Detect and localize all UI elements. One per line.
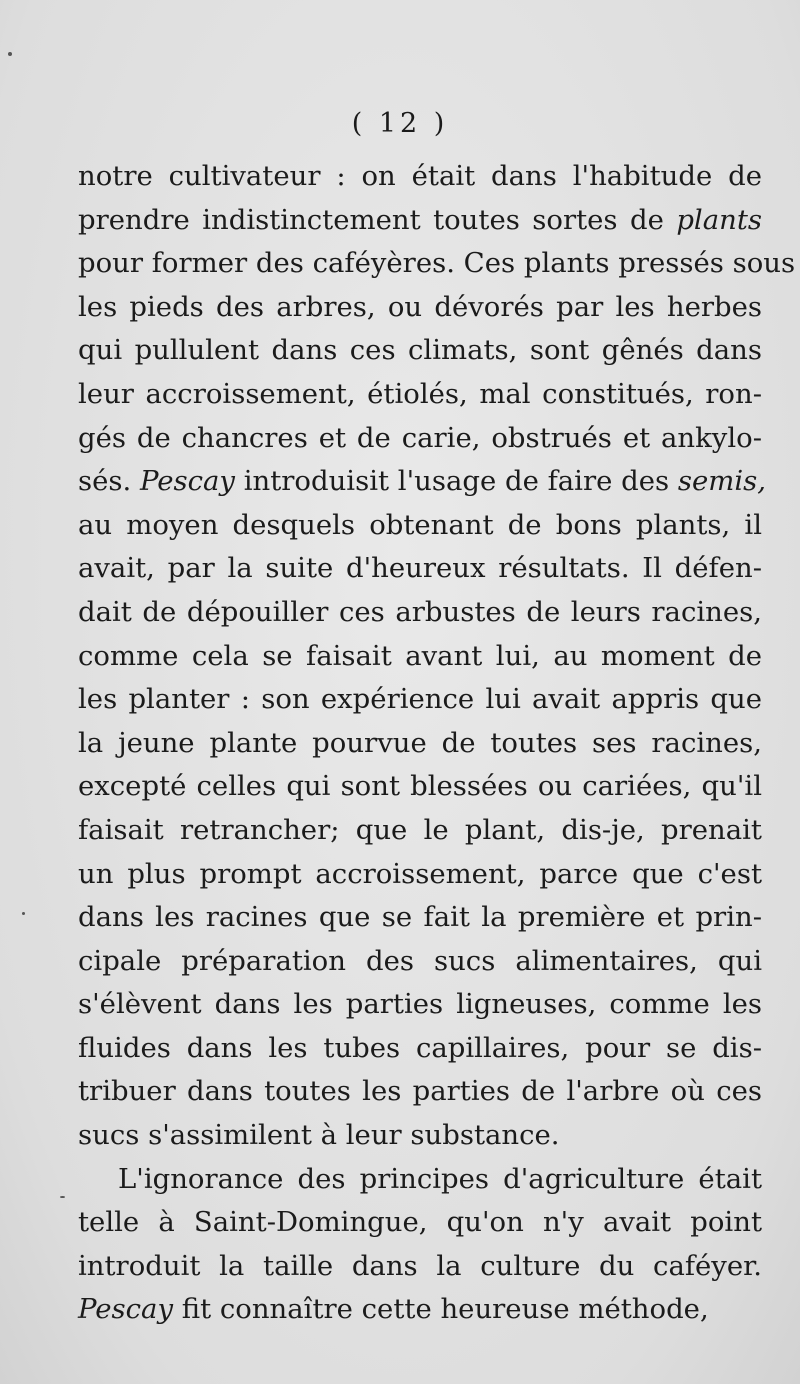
text-line [78,199,762,243]
text-run: sucs s'assimilent à leur substance. [78,1119,560,1152]
text-run: cipale préparation des sucs alimentaires, qui [78,944,762,977]
text-run: L'ignorance des principes d'agriculture était [118,1162,762,1195]
text-line [78,940,762,984]
text-line [78,896,762,940]
text-line [78,504,762,548]
italic-text-run: Pescay [139,465,235,498]
text-run: au moyen desquels obtenant de bons plants, il [78,508,762,541]
text-run: leur accroissement, étiolés, mal constitués, ron- [78,377,762,410]
print-speck [8,52,12,56]
text-run: qui pullulent dans ces climats, sont gênés dans [78,334,762,367]
text-line [78,678,762,722]
text-line [78,417,762,461]
text-run: excepté celles qui sont blessées ou cariées, qu'il [78,770,762,803]
text-line [78,722,762,766]
text-run: gés de chancres et de carie, obstrués et ankylo- [78,421,762,454]
text-run: les planter : son expérience lui avait appris que [78,683,762,716]
text-line [78,1201,762,1245]
text-run: dans les racines que se fait la première et prin- [78,901,762,934]
text-run: tribuer dans toutes les parties de l'arbre où ces [78,1075,762,1108]
text-run: la jeune plante pourvue de toutes ses racines, [78,726,762,759]
text-line [78,635,762,679]
text-run: un plus prompt accroissement, parce que c'est [78,857,762,890]
text-line [78,373,762,417]
text-line [78,853,762,897]
text-line [78,809,762,853]
text-run: faisait retrancher; que le plant, dis-je, prenait [78,813,762,846]
text-run: avait, par la suite d'heureux résultats. Il défen- [78,552,762,585]
italic-text-run: plants [676,203,762,236]
text-line [78,1158,762,1202]
text-line [78,983,762,1027]
text-run: fit connaître cette heureuse méthode, [173,1293,709,1326]
text-line [78,155,762,199]
text-run: s'élèvent dans les parties ligneuses, comme les [78,988,762,1021]
text-line [78,1245,762,1289]
text-line [78,1288,762,1332]
text-line [78,547,762,591]
text-run: prendre indistinctement toutes sortes de [78,203,677,236]
print-speck [60,1196,65,1198]
text-line [78,1027,762,1071]
text-run: introduit la taille dans la culture du caféyer. [78,1249,762,1282]
body-text [78,155,796,1332]
page-number: ( 12 ) [351,108,449,139]
italic-text-run: Pescay [78,1293,173,1326]
text-line [78,765,762,809]
text-run: pour former des caféyères. Ces plants pressés sous [78,247,796,280]
text-line [78,286,762,330]
italic-text-run: semis, [677,465,766,498]
text-line [78,242,796,286]
text-line [78,591,762,635]
text-line [78,1114,762,1158]
text-run: fluides dans les tubes capillaires, pour se dis- [78,1031,762,1064]
text-run: les pieds des arbres, ou dévorés par les herbes [78,290,762,323]
text-run: telle à Saint-Domingue, qu'on n'y avait point [78,1206,762,1239]
text-run: comme cela se faisait avant lui, au moment de [78,639,762,672]
text-run: sés. [78,465,140,498]
text-line [78,1070,762,1114]
text-line [78,329,762,373]
text-line [78,460,766,504]
text-run: dait de dépouiller ces arbustes de leurs racines, [78,595,762,628]
text-run: notre cultivateur : on était dans l'habitude de [78,160,762,192]
text-run: introduisit l'usage de faire des [234,465,678,498]
print-speck [22,912,25,915]
